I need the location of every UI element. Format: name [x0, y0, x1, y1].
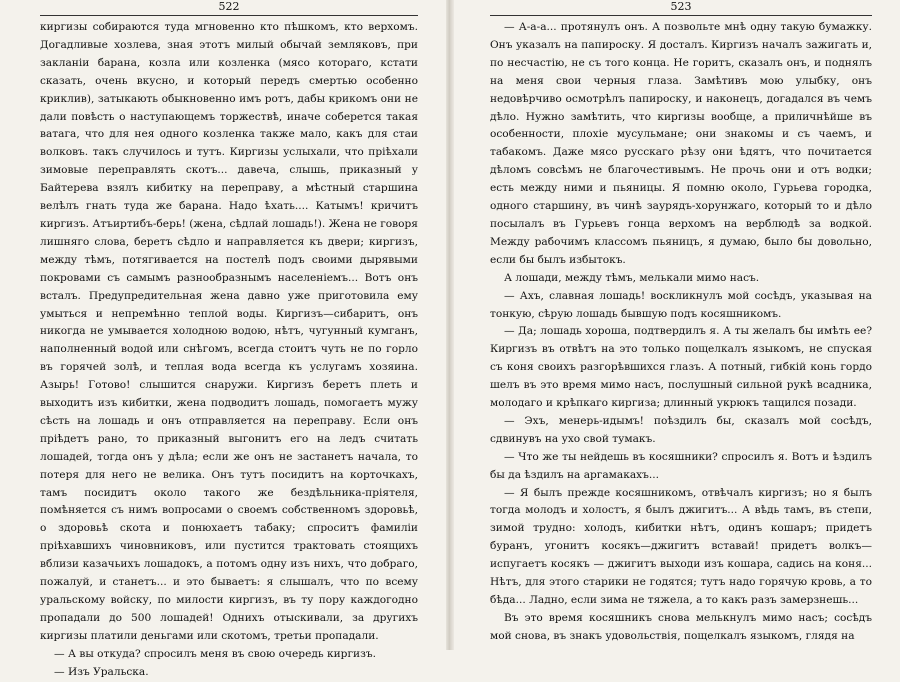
- left-page-number: 522: [218, 0, 240, 13]
- paragraph: киргизы собираются туда мгновенно кто пѣшкомъ, кто верхомъ. Догадливые хозлева, зная этотъ милый обычай земляковъ, при закланіи барана, козла или козленка (мясо котораго, кстати сказать, очень вкусно, и который передъ смертью особенно криклив), затыкають обыкновенно имъ ротъ, дабы крикомъ они не дали повѣсть о наступающемъ торжествѣ, иначе соберется такая ватага, что для нея одного козленка также мало, какъ для стаи волковъ. такъ случилось и тутъ. Киргизы услыхали, что пріѣхали зимовые переправлять скотъ... давеча, слышь, приказный у Байтерева взялъ кибитку на переправу, а мѣстный старшина велѣлъ гнать туда же барана. Надо ѣхать.... Катымъ! кричитъ киргизъ. Атъиртибъ-берь! (жена, сѣдлай лошадь!). Жена не говоря лишняго слова, беретъ сѣдло и направляется къ двери; киргизъ, между тѣмъ, потягивается на постелѣ подъ своими дырявыми покровами съ самымъ разнообразнымъ населеніемъ... Вотъ онъ всталъ. Предупредительная жена давно уже приготовила ему умыться и непремѣнно теплой воды. Киргизъ—сибаритъ, онъ никогда не умывается холодною водою, нѣтъ, чугунный кумганъ, наполненный водой или снѣгомъ, всегда стоитъ чуть не по горло въ горячей золѣ, и теплая вода всегда къ услугамъ хозяина. Азырь! Готово! слышится снаружи. Киргизъ беретъ плеть и выходитъ изъ кибитки, жена подводитъ лошадь, помогаетъ мужу сѣсть на лошадь и онъ отправляется на переправу. Если онъ пріѣдетъ рано, то приказный выгонитъ его на ледъ считать лошадей, тогда онъ у дѣла; если же онъ не застанетъ начала, то потеря для него не велика. Онъ тутъ посидитъ на корточкахъ, тамъ посидитъ около такого же бездѣльника-пріятеля, помѣняется съ нимъ вопросами о своемъ собственномъ здоровьѣ, о здоровьѣ скота и понюхаетъ табаку; спроситъ фамиліи пріѣхавшихъ чиновниковъ, или пустится трактовать стоящихъ вблизи казачьихъ лошадокъ, а потомъ одну изъ нихъ, что добраго, пожалуй, и станетъ... и это бываетъ: я слышалъ, что по всему уральскому войску, по милости киргизъ, въ ту пору каждогодно пропадали до 500 лошадей! Одниxъ отыскивали, за другихъ киргизы платили деньгами или скотомъ, третьи пропадали.: [40, 21, 418, 642]
- paragraph: А лошади, между тѣмъ, мелькали мимо насъ.: [504, 271, 760, 284]
- paragraph: — Что же ты нейдешь въ косяшники? спросилъ я. Вотъ и ѣздилъ бы да ѣздилъ на аргамакахъ...: [490, 450, 872, 481]
- left-page: [0, 0, 450, 678]
- right-page: [450, 0, 900, 650]
- paragraph: — Ахъ, славная лошадь! воскликнулъ мой сосѣдъ, указывая на тонкую, сѣрую лошадь бывшую подъ косяшникомъ.: [490, 289, 872, 320]
- paragraph: — А вы откуда? спросилъ меня въ свою очередь киргизъ.: [54, 647, 376, 660]
- right-header-rule: [490, 15, 872, 16]
- left-header-rule: [40, 15, 418, 16]
- paragraph: Въ это время косяшникъ снова мелькнулъ мимо насъ; сосѣдъ мой снова, въ знакъ удовольствія, пощелкалъ языкомъ, глядя на: [490, 611, 872, 642]
- paragraph: — Изъ Уральска.: [54, 665, 149, 678]
- paragraph: — Я былъ прежде косяшникомъ, отвѣчалъ киргизъ; но я былъ тогда молодъ и холостъ, я былъ джигитъ... А вѣдь тамъ, въ степи, зимой трудно: холодъ, кибитки нѣтъ, одинъ кошаръ; придетъ буранъ, угонитъ косякъ—джигитъ вставай! придетъ волкъ—испугаетъ косякъ — джигитъ выходи изъ кошара, садись на коня... Нѣтъ, для этого старики не годятся; тутъ надо горячую кровь, а то бѣда... Ладно, если зима не тяжела, а то какъ разъ замерзнешь...: [490, 486, 872, 606]
- right-page-number: 523: [670, 0, 692, 13]
- left-page-text: [40, 19, 418, 682]
- paragraph: — Эхъ, менерь-идымъ! поѣздилъ бы, сказалъ мой сосѣдъ, сдвинувъ на ухо свой тумакъ.: [490, 414, 872, 445]
- right-page-text: [490, 19, 872, 646]
- paragraph: — Да; лошадь хороша, подтвердилъ я. А ты желалъ бы имѣть ее? Киргизъ въ отвѣтъ на это только пощелкалъ языкомъ, не спуская съ коня своихъ разгорѣвшихся глазъ. А потный, гибкій конь гордо шелъ въ это время мимо насъ, послушный сильной рукѣ всадника, молодаго и крѣпкаго киргиза; длинный укрюкъ тащился позади.: [490, 325, 872, 410]
- paragraph: — А-а-а... протянулъ онъ. А позвольте мнѣ одну такую бумажку. Онъ указалъ на папироску. Я досталъ. Киргизъ началъ зажигать и, по несчастію, не съ того конца. Не горитъ, сказалъ онъ, и поднялъ на меня свои черныя глаза. Замѣтивъ мою улыбку, онъ недовѣрчиво осмотрѣлъ папироску, и наконецъ, догадался въ чемъ дѣло. Нужно замѣтить, что киргизы вообще, а приличнѣйше въ особенности, плохіе мусульмане; они знакомы и съ чаемъ, и табакомъ. Даже мясо русскаго рѣзу они ѣдятъ, что почитается дѣломъ совсѣмъ не благочестивымъ. Не прочь они и отъ водки; есть между ними и пьяницы. Я помню около, Гурьева городка, одного старшину, въ чинѣ заурядъ-хорунжаго, который то и дѣло посылалъ въ Гурьевъ гонца верхомъ на верблюдѣ за водкой. Между рабочимъ классомъ пьяницъ, я думаю, было бы довольно, если бы былъ избытокъ.: [490, 21, 872, 266]
